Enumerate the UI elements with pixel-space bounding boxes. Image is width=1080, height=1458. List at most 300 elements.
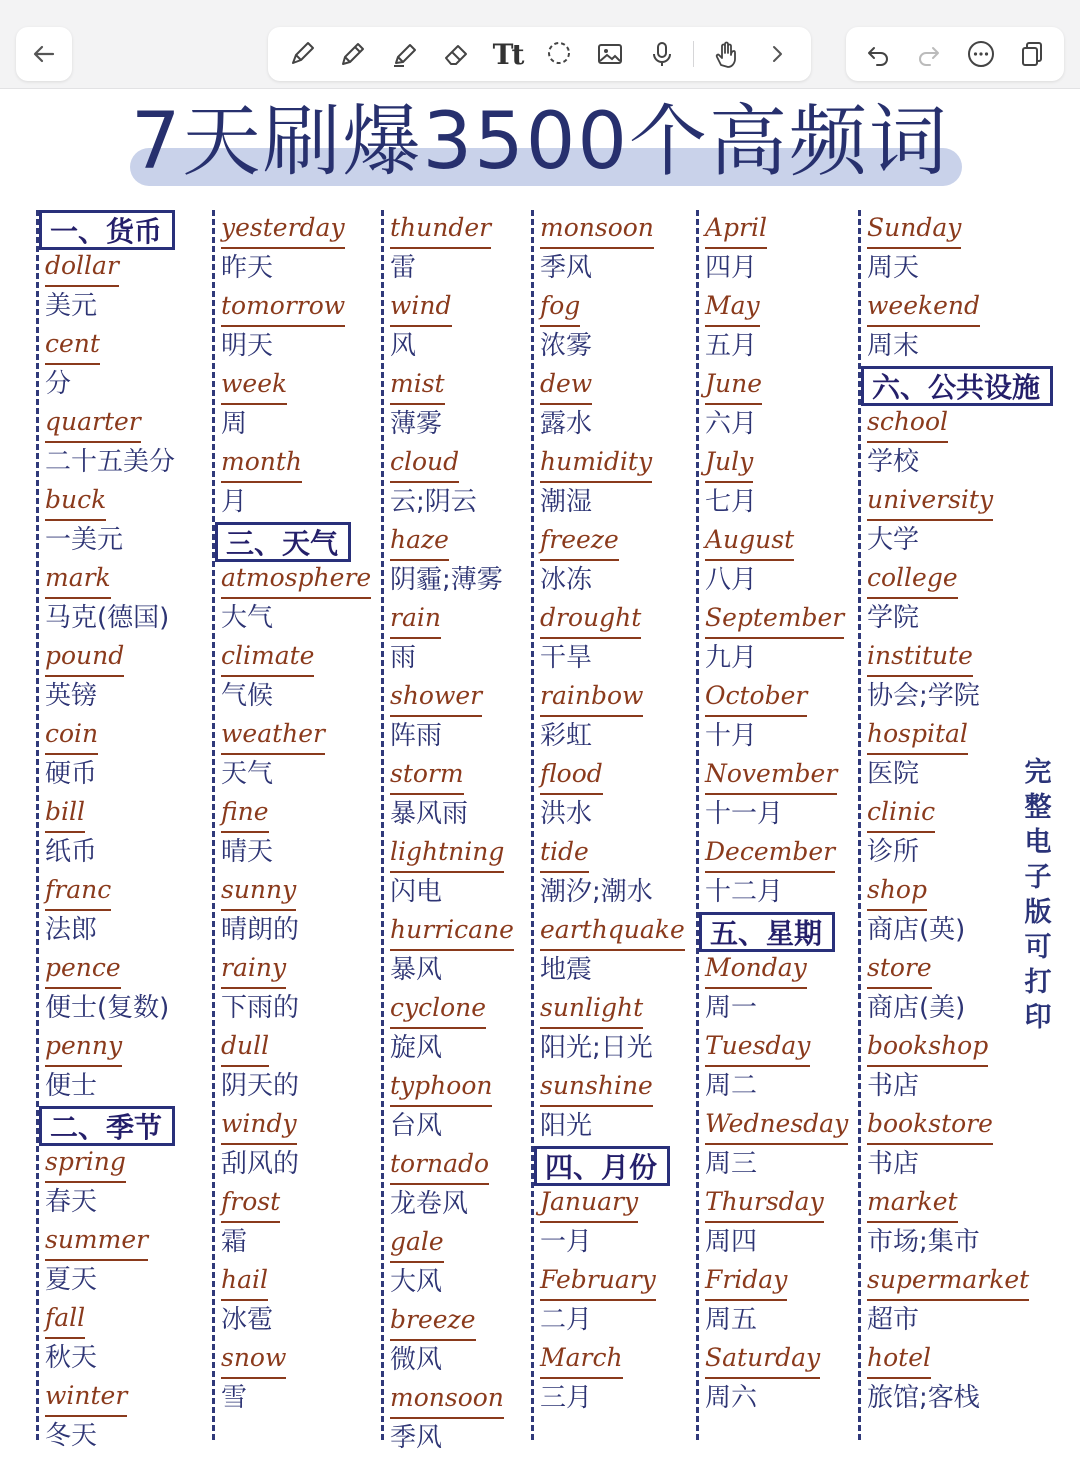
vocab-entry xyxy=(390,366,526,444)
section-header-label: 六、公共设施 xyxy=(861,366,1053,406)
more-icon[interactable] xyxy=(961,34,1001,74)
pages-icon[interactable] xyxy=(1012,34,1052,74)
vocab-entry xyxy=(390,990,526,1068)
chinese-meaning: 周天 xyxy=(867,253,920,283)
vocab-entry xyxy=(540,1068,691,1146)
chinese-meaning: 书店 xyxy=(867,1071,920,1101)
section-header-label: 五、星期 xyxy=(699,912,835,952)
english-word: climate xyxy=(221,638,314,677)
english-word: spring xyxy=(45,1144,126,1183)
vocab-entry xyxy=(45,1028,206,1106)
english-word: May xyxy=(705,288,760,327)
english-word: institute xyxy=(867,638,973,677)
english-word: earthquake xyxy=(540,912,685,951)
image-icon[interactable] xyxy=(590,34,630,74)
text-tool-icon[interactable]: Tt xyxy=(492,37,523,71)
undo-icon[interactable] xyxy=(858,34,898,74)
chinese-meaning: 一月 xyxy=(540,1227,593,1257)
vocab-entry xyxy=(705,950,854,1028)
chinese-meaning: 便士 xyxy=(45,1071,98,1101)
english-word: summer xyxy=(45,1222,148,1261)
english-word: bookshop xyxy=(867,1028,988,1067)
chinese-meaning: 法郎 xyxy=(45,915,98,945)
english-word: hurricane xyxy=(390,912,514,951)
chinese-meaning: 诊所 xyxy=(867,837,920,867)
chinese-meaning: 阵雨 xyxy=(390,721,443,751)
vocab-entry xyxy=(390,912,526,990)
arrow-left-icon[interactable] xyxy=(24,34,64,74)
english-word: dollar xyxy=(45,248,119,287)
chinese-meaning: 晴天 xyxy=(221,837,274,867)
vocab-entry xyxy=(45,794,206,872)
chinese-meaning: 商店(美) xyxy=(867,993,966,1023)
english-word: tide xyxy=(540,834,589,873)
chinese-meaning: 商店(英) xyxy=(867,915,966,945)
chinese-meaning: 三月 xyxy=(540,1383,593,1413)
section-header-label: 三、天气 xyxy=(215,522,351,562)
vocab-entry xyxy=(705,1106,854,1184)
vocab-entry xyxy=(705,444,854,522)
chinese-meaning: 学校 xyxy=(867,447,920,477)
english-word: dew xyxy=(540,366,592,405)
chinese-meaning: 露水 xyxy=(540,409,593,439)
english-word: Wednesday xyxy=(705,1106,848,1145)
chinese-meaning: 雷 xyxy=(390,253,417,283)
chinese-meaning: 晴朗的 xyxy=(221,915,300,945)
vocab-entry xyxy=(45,872,206,950)
english-word: franc xyxy=(45,872,111,911)
chinese-meaning: 冰雹 xyxy=(221,1305,274,1335)
vocab-entry xyxy=(45,716,206,794)
section-header-label: 二、季节 xyxy=(39,1106,175,1146)
word-column-5 xyxy=(696,210,854,1440)
english-word: store xyxy=(867,950,932,989)
chinese-meaning: 雪 xyxy=(221,1383,248,1413)
chinese-meaning: 洪水 xyxy=(540,799,593,829)
english-word: lightning xyxy=(390,834,504,873)
section-header xyxy=(45,210,206,250)
vocab-entry xyxy=(540,210,691,288)
english-word: Thursday xyxy=(705,1184,824,1223)
vocab-entry xyxy=(45,1378,206,1456)
vocab-entry xyxy=(540,1340,691,1418)
vocab-entry xyxy=(221,288,374,366)
chinese-meaning: 暴风 xyxy=(390,955,443,985)
english-word: windy xyxy=(221,1106,297,1145)
vocab-entry xyxy=(45,404,206,482)
vocab-entry xyxy=(221,366,374,444)
english-word: September xyxy=(705,600,844,639)
chinese-meaning: 周六 xyxy=(705,1383,758,1413)
english-word: yesterday xyxy=(221,210,345,249)
chinese-meaning: 周五 xyxy=(705,1305,758,1335)
vocab-entry xyxy=(390,1302,526,1380)
english-word: flood xyxy=(540,756,603,795)
chinese-meaning: 月 xyxy=(221,487,248,517)
chinese-meaning: 雨 xyxy=(390,643,417,673)
vocab-entry xyxy=(45,482,206,560)
vocab-entry xyxy=(540,1262,691,1340)
chinese-meaning: 市场;集市 xyxy=(867,1227,980,1257)
vocab-entry xyxy=(540,1184,691,1262)
chinese-meaning: 地震 xyxy=(540,955,593,985)
english-word: hotel xyxy=(867,1340,931,1379)
english-word: December xyxy=(705,834,835,873)
section-header xyxy=(45,1106,206,1146)
english-word: monsoon xyxy=(540,210,654,249)
hand-icon[interactable] xyxy=(706,34,746,74)
section-header-label: 四、月份 xyxy=(534,1146,670,1186)
chinese-meaning: 彩虹 xyxy=(540,721,593,751)
english-word: supermarket xyxy=(867,1262,1029,1301)
vocab-entry xyxy=(705,834,854,912)
vocab-entry xyxy=(221,1340,374,1418)
vocab-entry xyxy=(705,678,854,756)
chinese-meaning: 二十五美分 xyxy=(45,447,176,477)
english-word: thunder xyxy=(390,210,491,249)
vocab-entry xyxy=(390,1380,526,1458)
word-column-3 xyxy=(381,210,526,1453)
english-word: freeze xyxy=(540,522,619,561)
chinese-meaning: 刮风的 xyxy=(221,1149,300,1179)
chinese-meaning: 五月 xyxy=(705,331,758,361)
chinese-meaning: 马克(德国) xyxy=(45,603,170,633)
english-word: pound xyxy=(45,638,124,677)
english-word: fine xyxy=(221,794,269,833)
vocab-entry xyxy=(540,366,691,444)
vocab-entry xyxy=(705,288,854,366)
chinese-meaning: 十二月 xyxy=(705,877,784,907)
vocab-entry xyxy=(540,678,691,756)
redo-icon[interactable] xyxy=(909,34,949,74)
english-word: Monday xyxy=(705,950,807,989)
chinese-meaning: 美元 xyxy=(45,291,98,321)
vocab-entry xyxy=(221,1262,374,1340)
english-word: weather xyxy=(221,716,325,755)
chinese-meaning: 薄雾 xyxy=(390,409,443,439)
chinese-meaning: 周末 xyxy=(867,331,920,361)
english-word: week xyxy=(221,366,287,405)
chinese-meaning: 十一月 xyxy=(705,799,784,829)
chinese-meaning: 龙卷风 xyxy=(390,1189,469,1219)
vocab-entry xyxy=(390,678,526,756)
vocab-entry xyxy=(45,950,206,1028)
chinese-meaning: 潮湿 xyxy=(540,487,593,517)
english-word: bill xyxy=(45,794,85,833)
vocab-entry xyxy=(221,872,374,950)
chinese-meaning: 云;阴云 xyxy=(390,487,477,517)
english-word: dull xyxy=(221,1028,269,1067)
vocab-entry xyxy=(540,288,691,366)
chinese-meaning: 夏天 xyxy=(45,1265,98,1295)
english-word: pence xyxy=(45,950,121,989)
english-word: fall xyxy=(45,1300,85,1339)
english-word: cent xyxy=(45,326,100,365)
chinese-meaning: 大学 xyxy=(867,525,920,555)
english-word: January xyxy=(540,1184,638,1223)
english-word: bookstore xyxy=(867,1106,993,1145)
vocab-entry xyxy=(867,1340,1078,1418)
chinese-meaning: 闪电 xyxy=(390,877,443,907)
vocab-entry xyxy=(540,990,691,1068)
section-header xyxy=(540,1146,691,1186)
back-button[interactable] xyxy=(16,27,72,81)
mic-icon[interactable] xyxy=(642,34,682,74)
chinese-meaning: 周二 xyxy=(705,1071,758,1101)
vocab-entry xyxy=(705,1262,854,1340)
vocab-entry xyxy=(867,404,1078,482)
chinese-meaning: 阴天的 xyxy=(221,1071,300,1101)
drawing-tools xyxy=(268,27,811,81)
english-word: hail xyxy=(221,1262,268,1301)
chinese-meaning: 六月 xyxy=(705,409,758,439)
chinese-meaning: 旋风 xyxy=(390,1033,443,1063)
eraser-icon[interactable] xyxy=(436,34,476,74)
vocab-entry xyxy=(867,638,1078,716)
chinese-meaning: 书店 xyxy=(867,1149,920,1179)
chinese-meaning: 纸币 xyxy=(45,837,98,867)
chinese-meaning: 秋天 xyxy=(45,1343,98,1373)
chinese-meaning: 八月 xyxy=(705,565,758,595)
vocab-entry xyxy=(221,638,374,716)
word-column-4 xyxy=(531,210,691,1440)
english-word: monsoon xyxy=(390,1380,504,1419)
side-note: 完整电子版可打印 xyxy=(1024,757,1052,1033)
chinese-meaning: 风 xyxy=(390,331,417,361)
chinese-meaning: 大风 xyxy=(390,1267,443,1297)
vocab-entry xyxy=(221,444,374,522)
english-word: August xyxy=(705,522,794,561)
vocab-entry xyxy=(390,756,526,834)
vocab-entry xyxy=(221,560,374,638)
english-word: month xyxy=(221,444,302,483)
chinese-meaning: 浓雾 xyxy=(540,331,593,361)
english-word: February xyxy=(540,1262,656,1301)
vocab-entry xyxy=(45,1144,206,1222)
english-word: June xyxy=(705,366,762,405)
vocab-entry xyxy=(390,1146,526,1224)
vocab-entry xyxy=(390,834,526,912)
vocab-entry xyxy=(45,248,206,326)
chinese-meaning: 明天 xyxy=(221,331,274,361)
vocab-entry xyxy=(45,638,206,716)
chinese-meaning: 四月 xyxy=(705,253,758,283)
top-toolbar xyxy=(0,0,1080,89)
english-word: rainbow xyxy=(540,678,643,717)
english-word: mist xyxy=(390,366,445,405)
english-word: shop xyxy=(867,872,927,911)
chinese-meaning: 便士(复数) xyxy=(45,993,170,1023)
vocab-entry xyxy=(390,444,526,522)
vocab-entry xyxy=(221,1184,374,1262)
vocab-entry xyxy=(390,522,526,600)
vocab-entry xyxy=(867,210,1078,288)
english-word: school xyxy=(867,404,948,443)
chinese-meaning: 周一 xyxy=(705,993,758,1023)
vocab-entry xyxy=(221,210,374,288)
english-word: hospital xyxy=(867,716,968,755)
english-word: quarter xyxy=(45,404,141,443)
english-word: March xyxy=(540,1340,623,1379)
chinese-meaning: 潮汐;潮水 xyxy=(540,877,653,907)
english-word: humidity xyxy=(540,444,652,483)
vocab-entry xyxy=(45,560,206,638)
vocab-entry xyxy=(867,1262,1078,1340)
vocab-entry xyxy=(221,716,374,794)
vocab-entry xyxy=(705,1028,854,1106)
section-header xyxy=(221,522,374,562)
vocab-entry xyxy=(867,560,1078,638)
vocab-entry xyxy=(867,1184,1078,1262)
vocab-entry xyxy=(45,326,206,404)
chinese-meaning: 昨天 xyxy=(221,253,274,283)
english-word: clinic xyxy=(867,794,935,833)
chinese-meaning: 春天 xyxy=(45,1187,98,1217)
toolbar-divider xyxy=(693,41,694,67)
chinese-meaning: 阳光 xyxy=(540,1111,593,1141)
english-word: Sunday xyxy=(867,210,961,249)
vocab-entry xyxy=(540,444,691,522)
english-word: tomorrow xyxy=(221,288,345,327)
chinese-meaning: 气候 xyxy=(221,681,274,711)
document-actions xyxy=(846,27,1064,81)
chinese-meaning: 季风 xyxy=(540,253,593,283)
english-word: Tuesday xyxy=(705,1028,810,1067)
english-word: rain xyxy=(390,600,441,639)
chinese-meaning: 九月 xyxy=(705,643,758,673)
lasso-icon[interactable] xyxy=(539,34,579,74)
vocab-entry xyxy=(390,600,526,678)
chinese-meaning: 季风 xyxy=(390,1423,443,1453)
section-header xyxy=(705,912,854,952)
english-word: penny xyxy=(45,1028,122,1067)
word-column-2 xyxy=(212,210,374,1440)
chinese-meaning: 周三 xyxy=(705,1149,758,1179)
vocab-entry xyxy=(390,210,526,288)
chinese-meaning: 英镑 xyxy=(45,681,98,711)
chinese-meaning: 医院 xyxy=(867,759,920,789)
english-word: college xyxy=(867,560,958,599)
vocab-entry xyxy=(540,834,691,912)
chinese-meaning: 协会;学院 xyxy=(867,681,980,711)
vocab-entry xyxy=(867,1106,1078,1184)
chinese-meaning: 微风 xyxy=(390,1345,443,1375)
english-word: wind xyxy=(390,288,452,327)
pencil-icon[interactable] xyxy=(333,34,373,74)
vocab-entry xyxy=(705,522,854,600)
vocab-entry xyxy=(540,522,691,600)
chinese-meaning: 阳光;日光 xyxy=(540,1033,653,1063)
english-word: market xyxy=(867,1184,958,1223)
chinese-meaning: 干旱 xyxy=(540,643,593,673)
chinese-meaning: 天气 xyxy=(221,759,274,789)
vocab-entry xyxy=(867,1028,1078,1106)
page-title: 7天刷爆3500个高频词 xyxy=(130,97,950,187)
english-word: November xyxy=(705,756,837,795)
english-word: Saturday xyxy=(705,1340,820,1379)
vocab-entry xyxy=(705,1340,854,1418)
vocab-entry xyxy=(540,912,691,990)
marker-icon[interactable] xyxy=(385,34,425,74)
chinese-meaning: 十月 xyxy=(705,721,758,751)
english-word: gale xyxy=(390,1224,444,1263)
english-word: breeze xyxy=(390,1302,476,1341)
chinese-meaning: 阴霾;薄雾 xyxy=(390,565,503,595)
vocab-entry xyxy=(390,1224,526,1302)
vocab-entry xyxy=(705,600,854,678)
chinese-meaning: 一美元 xyxy=(45,525,124,555)
vocab-entry xyxy=(390,288,526,366)
english-word: typhoon xyxy=(390,1068,492,1107)
chinese-meaning: 二月 xyxy=(540,1305,593,1335)
english-word: April xyxy=(705,210,767,249)
vocab-entry xyxy=(45,1222,206,1300)
chinese-meaning: 旅馆;客栈 xyxy=(867,1383,980,1413)
chinese-meaning: 冰冻 xyxy=(540,565,593,595)
chinese-meaning: 周四 xyxy=(705,1227,758,1257)
english-word: coin xyxy=(45,716,98,755)
english-word: rainy xyxy=(221,950,286,989)
pen-icon[interactable] xyxy=(282,34,322,74)
chinese-meaning: 冬天 xyxy=(45,1421,98,1451)
chinese-meaning: 超市 xyxy=(867,1305,920,1335)
vocab-entry xyxy=(705,1184,854,1262)
english-word: atmosphere xyxy=(221,560,371,599)
chinese-meaning: 暴风雨 xyxy=(390,799,469,829)
vocab-entry xyxy=(705,756,854,834)
english-word: sunny xyxy=(221,872,296,911)
english-word: university xyxy=(867,482,993,521)
english-word: haze xyxy=(390,522,449,561)
english-word: shower xyxy=(390,678,482,717)
english-word: winter xyxy=(45,1378,127,1417)
vocab-entry xyxy=(540,756,691,834)
chinese-meaning: 分 xyxy=(45,369,72,399)
vocab-entry xyxy=(221,1028,374,1106)
english-word: tornado xyxy=(390,1146,489,1185)
english-word: storm xyxy=(390,756,464,795)
english-word: July xyxy=(705,444,753,483)
vocab-entry xyxy=(705,366,854,444)
chevron-right-icon[interactable] xyxy=(757,34,797,74)
vocab-entry xyxy=(390,1068,526,1146)
vocab-entry xyxy=(221,1106,374,1184)
vocab-entry xyxy=(540,600,691,678)
vocab-entry xyxy=(221,794,374,872)
english-word: frost xyxy=(221,1184,280,1223)
chinese-meaning: 周 xyxy=(221,409,248,439)
chinese-meaning: 霜 xyxy=(221,1227,248,1257)
vocab-entry xyxy=(867,482,1078,560)
english-word: snow xyxy=(221,1340,286,1379)
chinese-meaning: 大气 xyxy=(221,603,274,633)
chinese-meaning: 硬币 xyxy=(45,759,98,789)
section-header xyxy=(867,366,1078,406)
section-header-label: 一、货币 xyxy=(39,210,175,250)
vocab-entry xyxy=(705,210,854,288)
vocab-entry xyxy=(221,950,374,1028)
chinese-meaning: 台风 xyxy=(390,1111,443,1141)
english-word: sunlight xyxy=(540,990,643,1029)
chinese-meaning: 七月 xyxy=(705,487,758,517)
chinese-meaning: 下雨的 xyxy=(221,993,300,1023)
word-column-1 xyxy=(36,210,206,1451)
vocab-entry xyxy=(867,288,1078,366)
english-word: buck xyxy=(45,482,106,521)
english-word: fog xyxy=(540,288,580,327)
vocab-entry xyxy=(45,1300,206,1378)
english-word: drought xyxy=(540,600,641,639)
